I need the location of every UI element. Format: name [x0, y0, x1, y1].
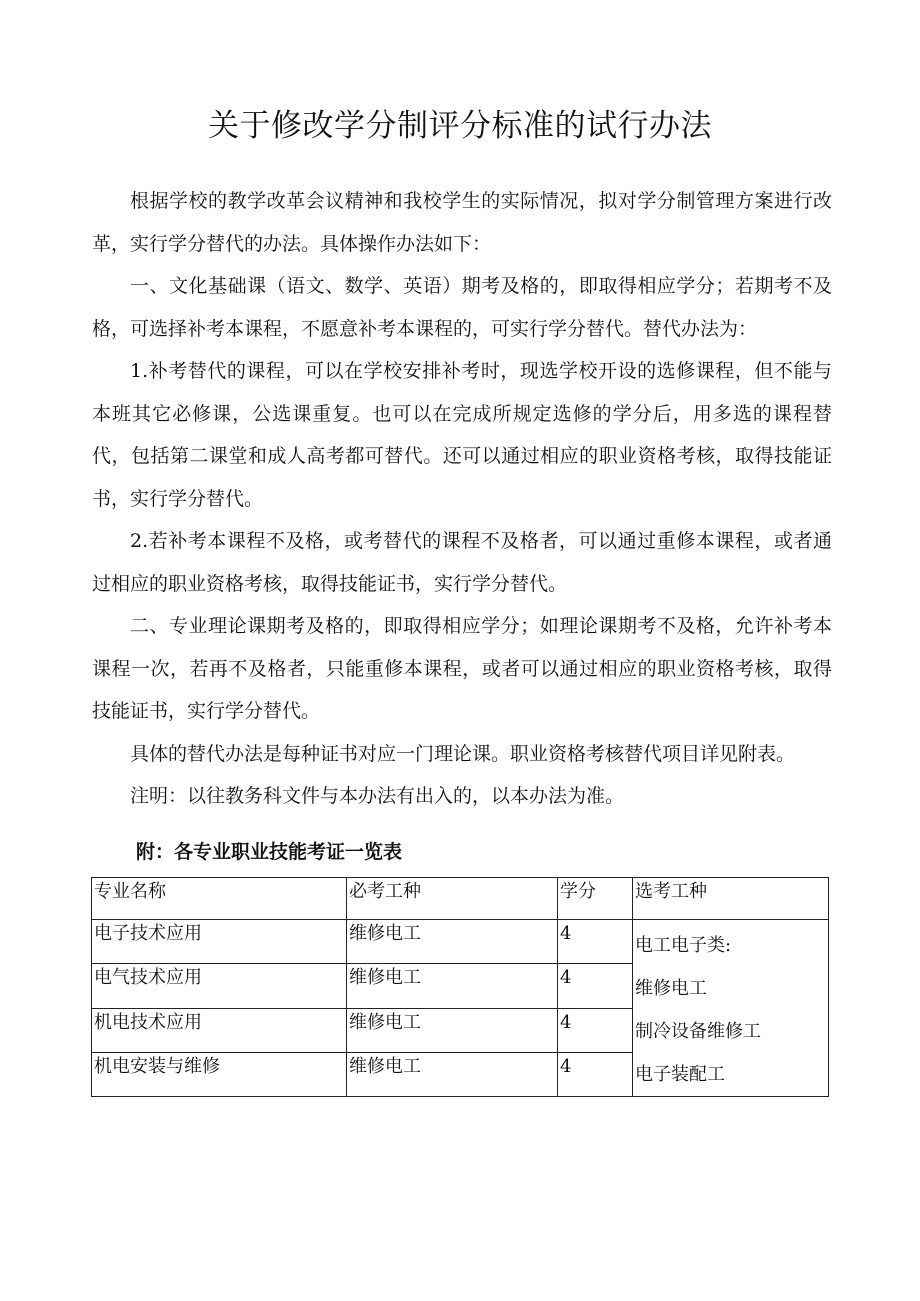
table-header-row — [92, 878, 829, 920]
cell-credits: 4 — [558, 920, 633, 964]
paragraph-rule-1-item-2: 2.若补考本课程不及格，或考替代的课程不及格者，可以通过重修本课程，或者通过相应的职业资格考核，取得技能证书，实行学分替代。 — [92, 530, 832, 595]
cell-elective — [633, 920, 829, 1097]
cell-major: 机电技术应用 — [92, 1008, 347, 1052]
cell-major: 电子技术应用 — [92, 920, 347, 964]
page-title: 关于修改学分制评分标准的试行办法 — [208, 108, 712, 144]
cell-major: 电气技术应用 — [92, 964, 347, 1008]
paragraph-note: 注明：以往教务科文件与本办法有出入的，以本办法为准。 — [130, 785, 625, 807]
paragraph-rule-1-item-1: 1.补考替代的课程，可以在学校安排补考时，现选学校开设的选修课程，但不能与本班其它必修课，公选课重复。也可以在完成所规定选修的学分后，用多选的课程替代，包括第二课堂和成人高考都可替代。还可以通过相应的职业资格考核，取得技能证书，实行学分替代。 — [92, 360, 832, 510]
elective-item: 制冷设备维修工 — [635, 1021, 761, 1042]
cell-credits: 4 — [558, 1052, 633, 1096]
header-elective: 选考工种 — [633, 878, 829, 920]
cell-major: 机电安装与维修 — [92, 1052, 347, 1096]
paragraph-rule-1: 一、文化基础课（语文、数学、英语）期考及格的，即取得相应学分；若期考不及格，可选择补考本课程，不愿意补考本课程的，可实行学分替代。替代办法为： — [92, 275, 832, 340]
cell-required: 维修电工 — [347, 1052, 558, 1096]
header-major: 专业名称 — [92, 878, 347, 920]
table-row — [92, 920, 829, 964]
table-caption: 附：各专业职业技能考证一览表 — [136, 841, 403, 863]
document-body — [92, 180, 832, 818]
elective-category: 电工电子类: — [635, 935, 732, 956]
certificate-table — [91, 877, 829, 1097]
cell-credits: 4 — [558, 1008, 633, 1052]
elective-item: 维修电工 — [635, 978, 707, 999]
cell-required: 维修电工 — [347, 964, 558, 1008]
cell-required: 维修电工 — [347, 920, 558, 964]
paragraph-intro: 根据学校的教学改革会议精神和我校学生的实际情况，拟对学分制管理方案进行改革，实行学分替代的办法。具体操作办法如下： — [92, 190, 832, 255]
cell-credits: 4 — [558, 964, 633, 1008]
elective-item: 电子装配工 — [635, 1064, 725, 1085]
paragraph-substitution: 具体的替代办法是每种证书对应一门理论课。职业资格考核替代项目详见附表。 — [130, 742, 796, 765]
cell-required: 维修电工 — [347, 1008, 558, 1052]
paragraph-rule-2: 二、专业理论课期考及格的，即取得相应学分；如理论课期考不及格，允许补考本课程一次，若再不及格者，只能重修本课程，或者可以通过相应的职业资格考核，取得技能证书，实行学分替代。 — [92, 615, 832, 722]
header-required: 必考工种 — [347, 878, 558, 920]
header-credits: 学分 — [558, 878, 633, 920]
